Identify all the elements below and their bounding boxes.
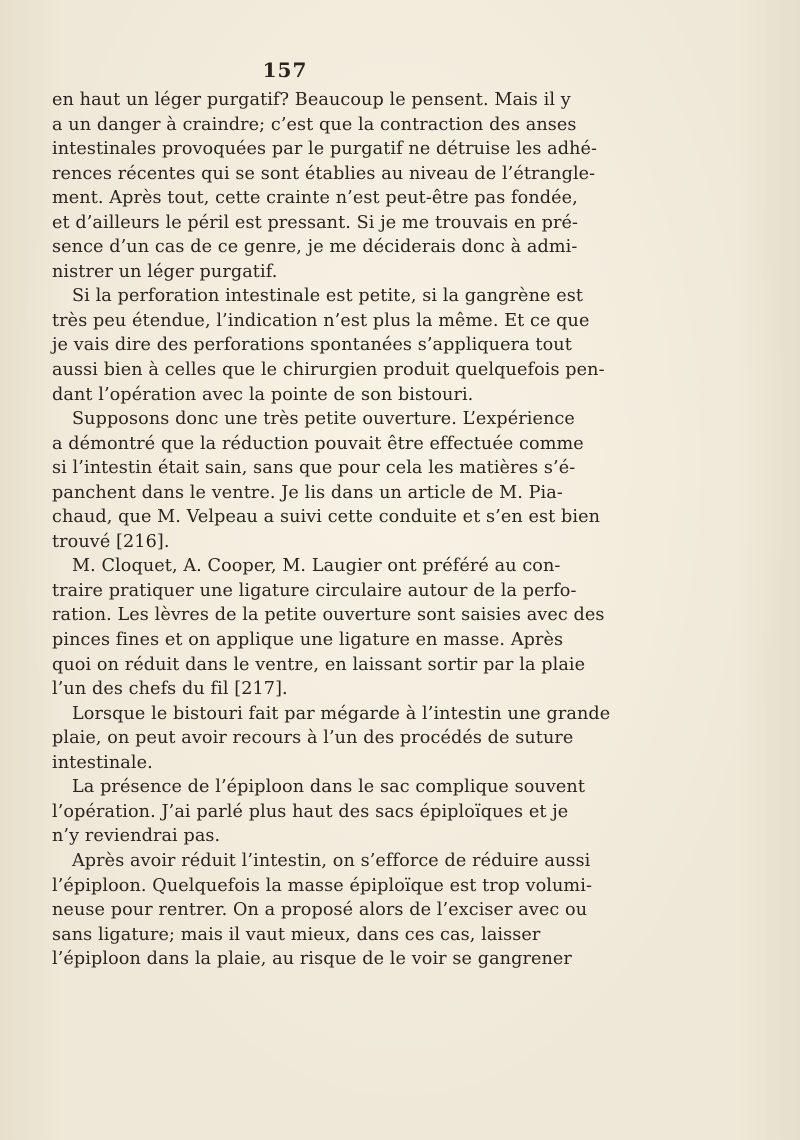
paragraph — [52, 775, 586, 849]
paragraph — [52, 849, 592, 972]
text-line: intestinale. — [52, 752, 153, 773]
text-line: traire pratiquer une ligature circulaire autour de la perfo- — [52, 580, 577, 601]
text-line: l’épiploon dans la plaie, au risque de le voir se gangrener — [52, 949, 572, 970]
text-line: La présence de l’épiploon dans le sac complique souvent — [72, 777, 586, 798]
text-line: pinces fines et on applique une ligature en masse. Après — [52, 630, 564, 651]
text-line: plaie, on peut avoir recours à l’un des procédés de suture — [52, 728, 574, 749]
paragraph — [52, 88, 598, 284]
text-line: ment. Après tout, cette crainte n’est peut-être pas fondée, — [52, 188, 578, 209]
text-line: très peu étendue, l’indication n’est plus la même. Et ce que — [52, 310, 590, 331]
text-line: panchent dans le ventre. Je lis dans un article de M. Pia- — [52, 482, 563, 503]
text-line: quoi on réduit dans le ventre, en laissant sortir par la plaie — [52, 654, 586, 675]
paragraph — [52, 554, 605, 701]
paragraph — [52, 284, 605, 407]
text-line: intestinales provoquées par le purgatif ne détruise les adhé- — [52, 139, 598, 160]
text-line: je vais dire des perforations spontanées s’appliquera tout — [52, 335, 572, 356]
text-line: M. Cloquet, A. Cooper, M. Laugier ont préféré au con- — [72, 556, 561, 577]
text-line: sence d’un cas de ce genre, je me déciderais donc à admi- — [52, 237, 578, 258]
text-line: neuse pour rentrer. On a proposé alors de l’exciser avec ou — [52, 900, 588, 921]
text-line: chaud, que M. Velpeau a suivi cette conduite et s’en est bien — [52, 507, 601, 528]
text-line: dant l’opération avec la pointe de son bistouri. — [52, 384, 474, 405]
text-line: trouvé [216]. — [52, 531, 170, 552]
text-body — [52, 88, 611, 972]
text-line: Après avoir réduit l’intestin, on s’efforce de réduire aussi — [72, 850, 591, 871]
text-line: Si la perforation intestinale est petite, si la gangrène est — [72, 286, 584, 307]
paragraph — [52, 702, 611, 776]
paragraph — [52, 407, 601, 554]
text-line: Lorsque le bistouri fait par mégarde à l’intestin une grande — [72, 703, 611, 724]
page-number: 157 — [262, 58, 308, 82]
text-line: l’opération. J’ai parlé plus haut des sacs épiploïques et je — [52, 801, 569, 822]
text-line: Supposons donc une très petite ouverture. L’expérience — [72, 409, 575, 430]
text-line: rences récentes qui se sont établies au niveau de l’étrangle- — [52, 163, 596, 184]
text-line: a démontré que la réduction pouvait être effectuée comme — [52, 433, 584, 454]
text-line: si l’intestin était sain, sans que pour cela les matières s’é- — [52, 458, 576, 479]
text-line: a un danger à craindre; c’est que la contraction des anses — [52, 114, 577, 135]
text-line: nistrer un léger purgatif. — [52, 261, 278, 282]
text-line: l’épiploon. Quelquefois la masse épiploïque est trop volumi- — [52, 875, 592, 896]
text-line: aussi bien à celles que le chirurgien produit quelquefois pen- — [52, 360, 605, 381]
text-line: et d’ailleurs le péril est pressant. Si je me trouvais en pré- — [52, 212, 579, 233]
text-line: l’un des chefs du fil [217]. — [52, 679, 288, 700]
text-line: ration. Les lèvres de la petite ouverture sont saisies avec des — [52, 605, 605, 626]
text-line: n’y reviendrai pas. — [52, 826, 221, 847]
text-line: en haut un léger purgatif? Beaucoup le pensent. Mais il y — [52, 90, 571, 110]
text-line: sans ligature; mais il vaut mieux, dans ces cas, laisser — [52, 924, 541, 945]
